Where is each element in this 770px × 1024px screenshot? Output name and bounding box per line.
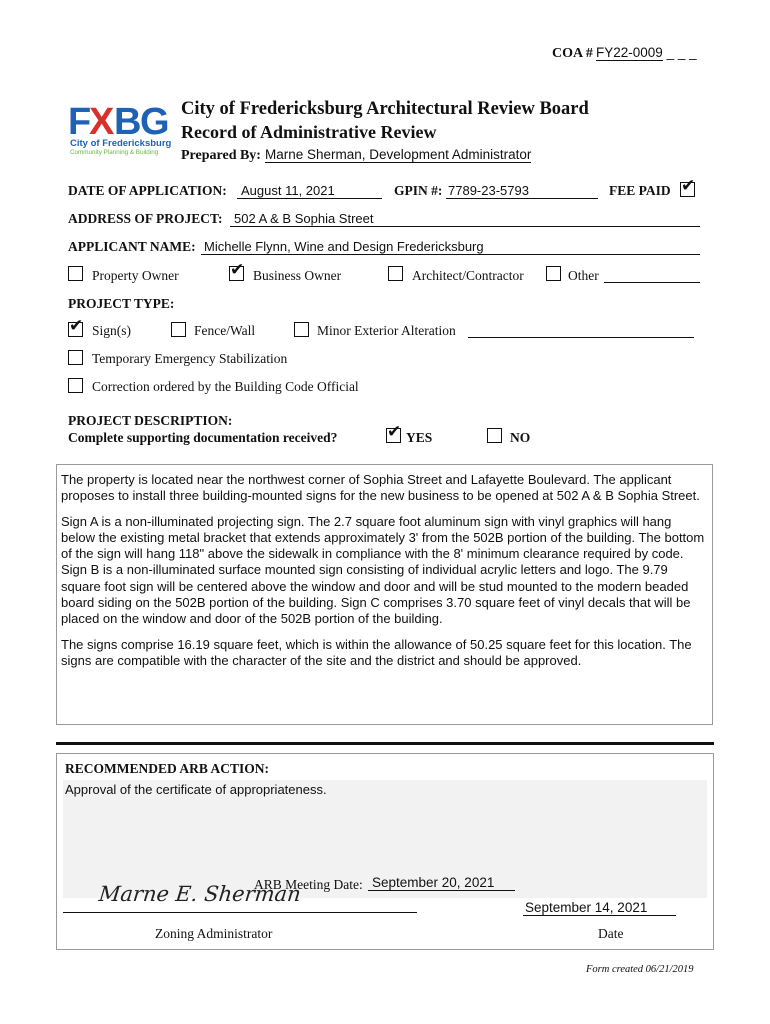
prepared-by bbox=[181, 146, 531, 164]
gpin-label: GPIN #: bbox=[394, 183, 443, 198]
date-label: DATE OF APPLICATION: bbox=[68, 183, 227, 198]
gpin-field[interactable] bbox=[446, 184, 598, 199]
business-owner-checkbox[interactable] bbox=[229, 260, 245, 281]
project-description-box bbox=[56, 464, 713, 725]
applicant-label: APPLICANT NAME: bbox=[68, 239, 196, 254]
applicant-field[interactable] bbox=[201, 240, 700, 255]
address-label: ADDRESS OF PROJECT: bbox=[68, 211, 223, 226]
docs-no-checkbox[interactable] bbox=[487, 428, 502, 443]
check-icon: ✔ bbox=[387, 422, 402, 442]
section-divider bbox=[56, 742, 714, 745]
documentation-question: Complete supporting documentation received? bbox=[68, 430, 338, 445]
temporary-stabilization-label: Temporary Emergency Stabilization bbox=[92, 351, 288, 366]
fee-paid-checkbox[interactable] bbox=[680, 176, 696, 197]
coa-label: COA # bbox=[552, 46, 593, 61]
check-icon: ✔ bbox=[230, 260, 245, 280]
svg-text:G: G bbox=[140, 102, 168, 142]
docs-yes-label: YES bbox=[406, 430, 433, 445]
date-field[interactable] bbox=[237, 184, 382, 199]
form-created-note: Form created 06/21/2019 bbox=[586, 964, 694, 975]
other-field[interactable] bbox=[604, 268, 700, 283]
action-text: Approval of the certificate of appropriateness. bbox=[65, 782, 327, 797]
property-owner-checkbox[interactable] bbox=[68, 266, 83, 281]
logo-line2: Community Planning & Building bbox=[70, 149, 159, 156]
minor-alteration-label: Minor Exterior Alteration bbox=[317, 323, 456, 338]
fence-wall-label: Fence/Wall bbox=[194, 323, 256, 338]
action-label: RECOMMENDED ARB ACTION: bbox=[65, 761, 270, 776]
city-logo bbox=[68, 102, 172, 158]
svg-text:B: B bbox=[114, 102, 140, 142]
recommended-action-box bbox=[56, 753, 714, 950]
signs-label: Sign(s) bbox=[92, 323, 132, 338]
svg-text:F: F bbox=[68, 102, 90, 142]
page-subtitle: Record of Administrative Review bbox=[181, 122, 437, 142]
other-label: Other bbox=[568, 268, 599, 283]
coa-value: FY22-0009 bbox=[596, 45, 663, 60]
code-correction-label: Correction ordered by the Building Code Official bbox=[92, 379, 359, 394]
date-value: August 11, 2021 bbox=[241, 183, 335, 198]
minor-alteration-checkbox[interactable] bbox=[294, 322, 309, 337]
fee-label: FEE PAID bbox=[609, 183, 671, 198]
fxbg-logo-icon bbox=[68, 102, 172, 142]
check-icon: ✔ bbox=[69, 316, 84, 336]
gpin-value: 7789-23-5793 bbox=[448, 183, 529, 198]
docs-no-label: NO bbox=[510, 430, 531, 445]
description-paragraph-2: Sign A is a non-illuminated projecting sign. The 2.7 square foot aluminum sign with vinyl graphics will hang below the existing metal bracket that extends approximately 3' from the 502B portion of the building. The bottom of the sign will hang 118" above the sidewalk in compliance with the 8' minimum clearance required by code. Sign B is a non-illuminated surface mounted sign consisting of individual acrylic letters and logo. The 9.79 square foot sign will be centered above the window and door and will be stud mounted to the modern beaded board siding on the 502B portion of the building. Sign C comprises 3.70 square feet of vinyl decals that will be placed on the window and door of the 502B portion of the building. bbox=[61, 513, 705, 627]
applicant-value: Michelle Flynn, Wine and Design Fredericksburg bbox=[204, 239, 484, 254]
property-owner-label: Property Owner bbox=[92, 268, 179, 283]
logo-line1: City of Fredericksburg bbox=[70, 138, 172, 149]
architect-checkbox[interactable] bbox=[388, 266, 403, 281]
check-icon: ✔ bbox=[681, 176, 696, 196]
prepared-label: Prepared By: bbox=[181, 148, 261, 163]
signs-checkbox[interactable] bbox=[68, 316, 84, 337]
description-paragraph-3: The signs comprise 16.19 square feet, which is within the allowance of 50.25 square feet for this location. The signs are compatible with the character of the site and the district and should be approved. bbox=[61, 636, 692, 668]
svg-text:X: X bbox=[89, 102, 113, 142]
business-owner-label: Business Owner bbox=[253, 268, 342, 283]
code-correction-checkbox[interactable] bbox=[68, 378, 83, 393]
date-caption: Date bbox=[598, 926, 624, 941]
sign-date-field[interactable] bbox=[523, 901, 676, 916]
coa-suffix: _ _ _ bbox=[666, 45, 697, 60]
project-description-label: PROJECT DESCRIPTION: bbox=[68, 413, 233, 428]
address-value: 502 A & B Sophia Street bbox=[234, 211, 374, 226]
minor-alteration-field[interactable] bbox=[468, 323, 694, 338]
coa-number bbox=[596, 46, 697, 60]
signature: Marne E. Sherman bbox=[97, 882, 302, 906]
fence-wall-checkbox[interactable] bbox=[171, 322, 186, 337]
other-checkbox[interactable] bbox=[546, 266, 561, 281]
project-type-label: PROJECT TYPE: bbox=[68, 296, 175, 311]
meeting-date-label: ARB Meeting Date: bbox=[254, 877, 363, 892]
docs-yes-checkbox[interactable] bbox=[386, 422, 402, 443]
page-title: City of Fredericksburg Architectural Review Board bbox=[181, 99, 589, 119]
temporary-stabilization-checkbox[interactable] bbox=[68, 350, 83, 365]
prepared-value: Marne Sherman, Development Administrator bbox=[264, 147, 532, 162]
sign-date-value: September 14, 2021 bbox=[525, 900, 648, 915]
description-paragraph-1: The property is located near the northwest corner of Sophia Street and Lafayette Boulevard. The applicant proposes to install three building-mounted signs for the new business to be opened at 502 A & B Sophia Street. bbox=[61, 472, 700, 504]
zoning-admin-label: Zoning Administrator bbox=[155, 926, 273, 941]
architect-label: Architect/Contractor bbox=[412, 268, 524, 283]
meeting-date-field[interactable] bbox=[368, 876, 515, 891]
meeting-date-value: September 20, 2021 bbox=[372, 875, 495, 890]
address-field[interactable] bbox=[230, 212, 700, 227]
